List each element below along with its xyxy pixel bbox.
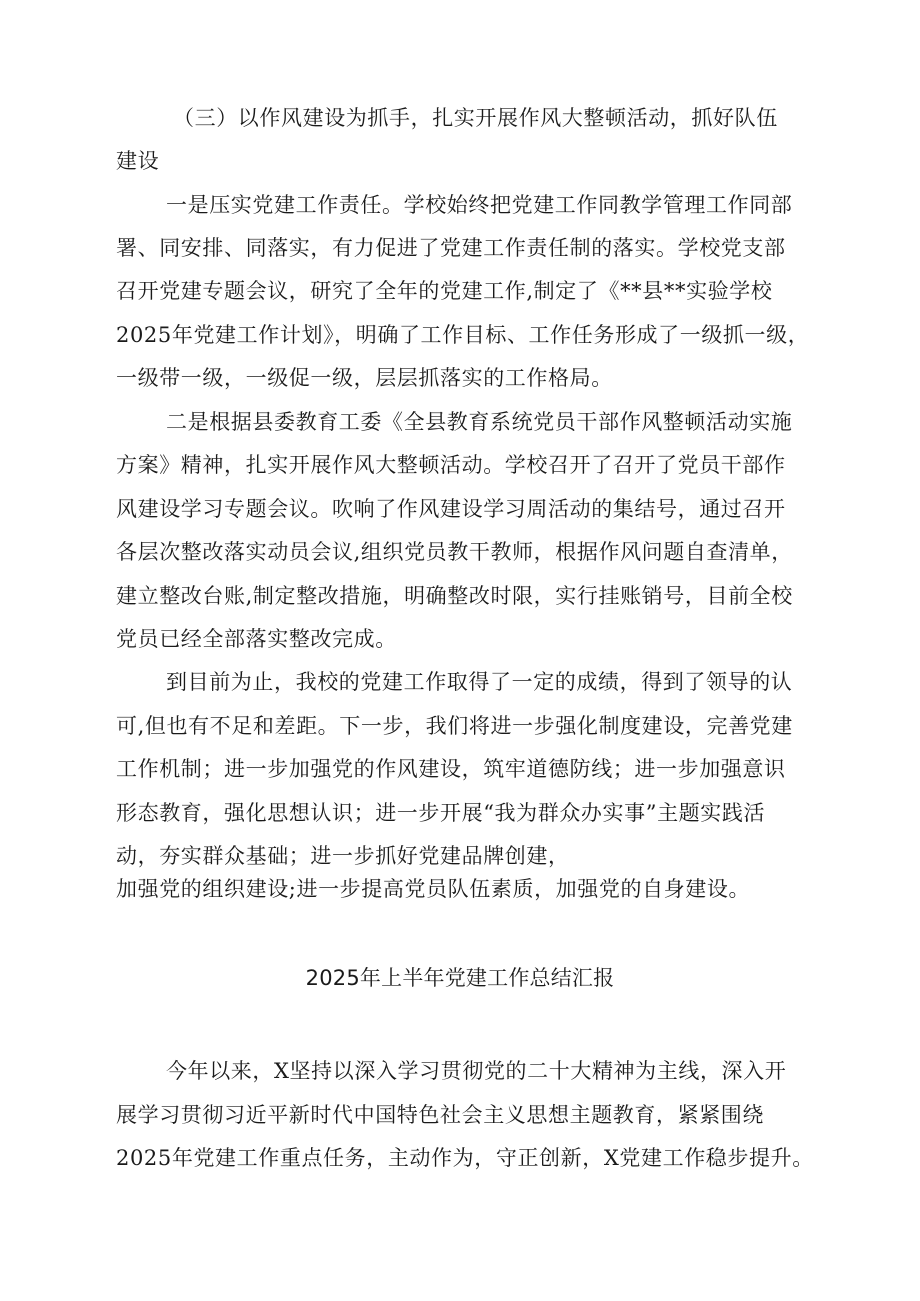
paragraph-3-line-3: 工作机制；进一步加强党的作风建设，筑牢道德防线；进一步加强意识 [116, 757, 786, 781]
paragraph-1-line-3: 召开党建专题会议，研究了全年的党建工作,制定了《**县**实验学校 [116, 279, 773, 303]
report-paragraph-line-1: 今年以来，X坚持以深入学习贯彻党的二十大精神为主线，深入开 [166, 1059, 787, 1083]
paragraph-3-line-5: 动，夯实群众基础；进一步抓好党建品牌创建， [116, 844, 570, 868]
paragraph-3-line-2: 可,但也有不足和差距。下一步，我们将进一步强化制度建设，完善党建 [116, 714, 793, 738]
report-title: 2025年上半年党建工作总结汇报 [305, 966, 615, 990]
report-paragraph-line-2: 展学习贯彻习近平新时代中国特色社会主义思想主题教育，紧紧围绕 [116, 1103, 764, 1127]
section-heading-line-2: 建设 [116, 149, 160, 173]
section-heading-line-1: （三）以作风建设为抓手，扎实开展作风大整顿活动，抓好队伍 [173, 106, 778, 130]
paragraph-2-line-5: 建立整改台账,制定整改措施，明确整改时限，实行挂账销号，目前全校 [116, 584, 793, 608]
paragraph-1-line-1: 一是压实党建工作责任。学校始终把党建工作同教学管理工作同部 [166, 193, 793, 217]
paragraph-3-line-4: 形态教育，强化思想认识；进一步开展“我为群众办实事”主题实践活 [116, 801, 766, 825]
report-paragraph-line-3: 2025年党建工作重点任务，主动作为，守正创新，X党建工作稳步提升。 [116, 1146, 814, 1170]
paragraph-1-line-4: 2025年党建工作计划》，明确了工作目标、工作任务形成了一级抓一级， [116, 323, 810, 347]
paragraph-3-line-6: 加强党的组织建设;进一步提高党员队伍素质，加强党的自身建设。 [116, 877, 751, 901]
paragraph-1-line-5: 一级带一级，一级促一级，层层抓落实的工作格局。 [116, 366, 613, 390]
paragraph-2-line-6: 党员已经全部落实整改完成。 [116, 627, 397, 651]
paragraph-2-line-2: 方案》精神，扎实开展作风大整顿活动。学校召开了召开了党员干部作 [116, 453, 786, 477]
paragraph-3-line-1: 到目前为止，我校的党建工作取得了一定的成绩，得到了领导的认 [166, 670, 793, 694]
paragraph-1-line-2: 署、同安排、同落实，有力促进了党建工作责任制的落实。学校党支部 [116, 236, 786, 260]
paragraph-2-line-4: 各层次整改落实动员会议,组织党员教干教师，根据作风问题自查清单， [116, 540, 793, 564]
paragraph-2-line-1: 二是根据县委教育工委《全县教育系统党员干部作风整顿活动实施 [166, 410, 793, 434]
paragraph-2-line-3: 风建设学习专题会议。吹响了作风建设学习周活动的集结号，通过召开 [116, 497, 786, 521]
